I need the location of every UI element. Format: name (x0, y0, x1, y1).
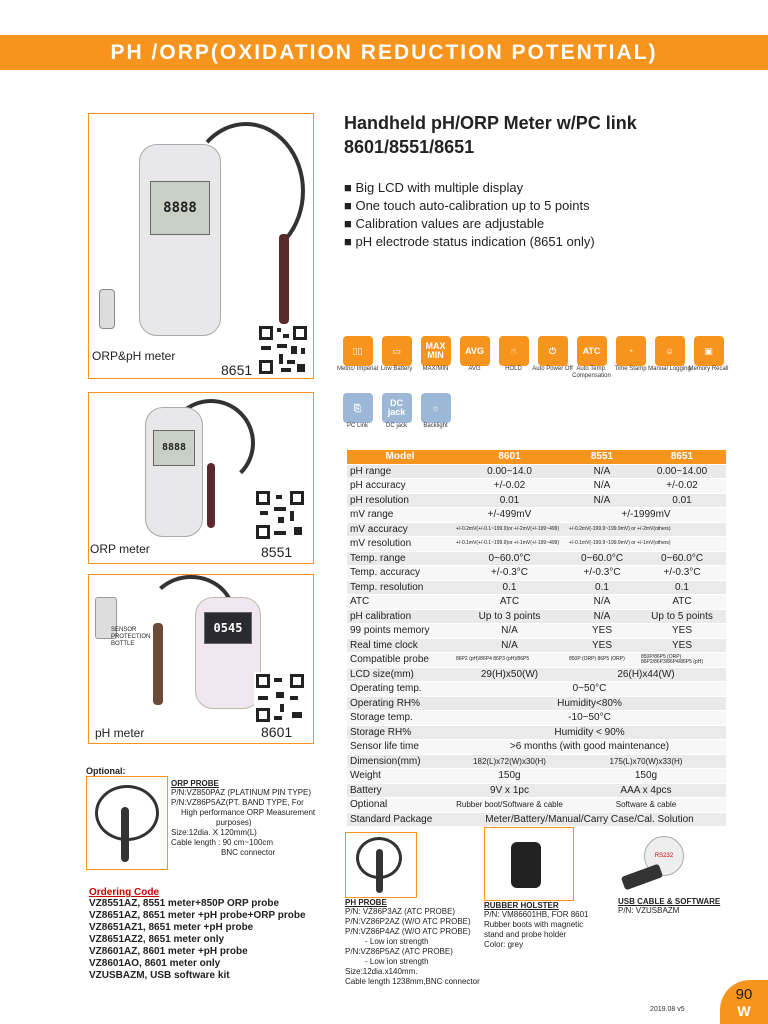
table-row: mV accuracy +/-0.2mV(+/-0.1~199.9)or +/-2mV(+/-199~499) +/-0.2mV(-199.9~199.9mV) or +/-2mV(others) (347, 522, 726, 537)
ordering-code-title: Ordering Code (89, 887, 160, 898)
photo-orp-meter (88, 392, 314, 564)
lcd-display: 8888 (153, 430, 195, 466)
ph-probe-icon (376, 849, 383, 893)
table-row: Temp. resolution 0.1 0.1 0.1 (347, 580, 726, 595)
order-line: VZ8651AZ1, 8651 meter +pH probe (89, 922, 254, 933)
orp-probe-title: ORP PROBE (171, 779, 219, 788)
feature-list (344, 179, 744, 251)
spec-table (347, 450, 726, 827)
optional-heading: Optional: (86, 766, 126, 776)
ordering-code-block (89, 887, 339, 982)
feature-icons-row-1 (338, 336, 728, 384)
photo-ph-meter (88, 574, 314, 744)
lcd-display: 0545 (204, 612, 252, 644)
feature-item: ■ pH electrode status indication (8651 only) (344, 233, 744, 251)
ph-probe-info: PH PROBE P/N: VZ86P3AZ (ATC PROBE) P/N:VZ86P2AZ (W/O ATC PROBE) P/N:VZ86P4AZ (W/O ATC PROBE) - Low ion strength P/N:VZ86P5AZ (ATC PROBE) - Low ion strength Size:12dia.x140mm. Cable length 1238mm,BNC connector (345, 898, 485, 987)
ph-probe-title: PH PROBE (345, 898, 387, 907)
usb-cable-icon (621, 864, 663, 891)
table-row: Standard Package Meter/Battery/Manual/Carry Case/Cal. Solution (347, 812, 726, 827)
feature-icons-row-2 (338, 393, 458, 433)
icon-backlight: ☼ Backlight (416, 393, 455, 433)
page-number: 90 (735, 986, 753, 1003)
feature-item: ■ Calibration values are adjustable (344, 215, 744, 233)
model-number: 8601 (261, 724, 293, 740)
icon-time-stamp: ◔ Time Stamp (611, 336, 650, 384)
photo-label: ORP&pH meter (92, 349, 176, 363)
orp-electrode (99, 289, 115, 329)
photo-label: ORP meter (90, 542, 150, 556)
table-row: mV range +/-499mV +/-1999mV (347, 508, 726, 523)
table-row: pH resolution 0.01 N/A 0.01 (347, 493, 726, 508)
table-row: Operating RH% Humidity<80% (347, 696, 726, 711)
meter-device (139, 144, 221, 336)
table-row: Temp. accuracy +/-0.3°C +/-0.3°C +/-0.3°C (347, 566, 726, 581)
feature-item: ■ Big LCD with multiple display (344, 179, 744, 197)
orp-probe-info: ORP PROBE P/N:VZ850PAZ (PLATINUM PIN TYPE) P/N:VZ86P5AZ(PT. BAND TYPE, For High performance ORP Measurement purposes) Size:12dia. X 120mm(L) Cable length : 90 cm~100cm BNC connector (171, 779, 336, 858)
rubber-holster-info: RUBBER HOLSTER P/N: VM86601HB, FOR 8601 Rubber boots with magnetic stand and probe holder Color: grey (484, 901, 604, 950)
icon-metric-imperial: ▯▯ Metric/ Imperial (338, 336, 377, 384)
icon-memory-recall: ▣ Memory Recall (689, 336, 728, 384)
icon-atc: ATC Auto Temp. Compensation (572, 336, 611, 384)
atc-icon: ATC (577, 336, 607, 366)
table-row: Temp. range 0~60.0°C 0~60.0°C 0~60.0°C (347, 551, 726, 566)
dc-jack-icon: DC jack (382, 393, 412, 423)
table-row: Dimension(mm) 182(L)x72(W)x30(H) 175(L)x70(W)x33(H) (347, 754, 726, 769)
order-line: VZ8601AO, 8601 meter only (89, 958, 221, 969)
usb-cable-photo (616, 832, 696, 892)
table-row: Battery 9V x 1pc AAA x 4pcs (347, 783, 726, 798)
model-number: 8651 (221, 362, 253, 378)
ph-probe-photo (345, 832, 417, 898)
product-models: 8601/8551/8651 (344, 137, 475, 157)
icon-manual-logging: ☺ Manual Logging (650, 336, 689, 384)
model-number: 8551 (261, 544, 293, 560)
order-line: VZ8651AZ, 8651 meter +pH probe+ORP probe (89, 910, 306, 921)
page-number-tab (720, 980, 768, 1024)
clock-icon: ◔ (616, 336, 646, 366)
icon-avg: AVG AVG (455, 336, 494, 384)
product-title-block (344, 111, 754, 159)
user-icon: ☺ (655, 336, 685, 366)
bottle-label: SENSOR PROTECTION BOTTLE (111, 627, 151, 647)
battery-icon: ▭ (382, 336, 412, 366)
qr-code (254, 672, 306, 724)
table-row: LCD size(mm) 29(H)x50(W) 26(H)x44(W) (347, 667, 726, 682)
page-letter: W (737, 1003, 751, 1019)
table-row: Sensor life time >6 months (with good maintenance) (347, 740, 726, 755)
icon-dc-jack: DC jack DC jack (377, 393, 416, 433)
ph-electrode (279, 234, 289, 324)
table-row: pH calibration Up to 3 points N/A Up to 5 points (347, 609, 726, 624)
title-banner (0, 35, 768, 70)
table-row: Optional Rubber boot/Software & cable Software & cable (347, 798, 726, 813)
rubber-holster-photo (484, 827, 574, 901)
table-row: pH range 0.00~14.0 N/A 0.00~14.00 (347, 464, 726, 479)
table-row: Weight 150g 150g (347, 769, 726, 784)
orp-probe-icon (121, 807, 129, 862)
table-row: pH accuracy +/-0.02 N/A +/-0.02 (347, 479, 726, 494)
product-title: Handheld pH/ORP Meter w/PC link (344, 113, 637, 133)
max-min-icon: MAX MIN (421, 336, 451, 366)
software-disc-icon: RS232 (644, 836, 684, 876)
backlight-icon: ☼ (421, 393, 451, 423)
order-line: VZ8551AZ, 8551 meter+850P ORP probe (89, 898, 280, 909)
qr-code (257, 324, 309, 376)
banner-title: PH /ORP(OXIDATION REDUCTION POTENTIAL) (110, 41, 658, 64)
avg-icon: AVG (460, 336, 490, 366)
icon-low-battery: ▭ Low Battery (377, 336, 416, 384)
memory-icon: ▣ (694, 336, 724, 366)
pc-link-icon: ⎘ (343, 393, 373, 423)
usb-cable-title: USB CABLE & SOFTWARE (618, 897, 721, 906)
metric-imperial-icon: ▯▯ (343, 336, 373, 366)
photo-orp-ph-meter (88, 113, 314, 379)
table-row: Storage RH% Humidity < 90% (347, 725, 726, 740)
meter-device (145, 407, 203, 537)
qr-code (254, 489, 306, 541)
photo-label: pH meter (95, 726, 145, 740)
holster-icon (511, 842, 541, 888)
orp-electrode (207, 463, 215, 528)
lcd-display: 8888 (150, 181, 210, 235)
icon-auto-power-off: ⏻ Auto Power Off (533, 336, 572, 384)
icon-hold: ☝ HOLD (494, 336, 533, 384)
feature-item: ■ One touch auto-calibration up to 5 points (344, 197, 744, 215)
table-row: Operating temp. 0~50°C (347, 682, 726, 697)
order-line: VZ8651AZ2, 8651 meter only (89, 934, 225, 945)
rubber-holster-title: RUBBER HOLSTER (484, 901, 559, 910)
meter-device (195, 597, 261, 709)
table-row: Real time clock N/A YES YES (347, 638, 726, 653)
order-line: VZUSBAZM, USB software kit (89, 970, 230, 981)
table-row: Compatible probe 86P2 (pH)/86P4 86P3 (pH)/86P5 850P (ORP) 86P5 (ORP) 850P/86P5 (ORP) 86P2/86P3/86P4/86P5 (pH) (347, 653, 726, 668)
usb-cable-info: USB CABLE & SOFTWARE P/N: VZUSBAZM (618, 897, 738, 916)
table-row: ATC ATC N/A ATC (347, 595, 726, 610)
power-icon: ⏻ (538, 336, 568, 366)
table-row: Storage temp. -10~50°C (347, 711, 726, 726)
order-line: VZ8601AZ, 8601 meter +pH probe (89, 946, 248, 957)
table-row: mV resolution +/-0.1mV(+/-0.1~199.9)or +/-1mV(+/-199~499) +/-0.1mV(-199.9~199.9mV) or +/-1mV(others) (347, 537, 726, 552)
hold-icon: ☝ (499, 336, 529, 366)
icon-pc-link: ⎘ PC Link (338, 393, 377, 433)
table-header-row: Model 8601 8551 8651 (347, 450, 726, 464)
table-row: 99 points memory N/A YES YES (347, 624, 726, 639)
orp-probe-photo (86, 776, 168, 870)
footer-date: 2019.08 v5 (650, 1006, 685, 1013)
icon-max-min: MAX MIN MAX/MIN (416, 336, 455, 384)
